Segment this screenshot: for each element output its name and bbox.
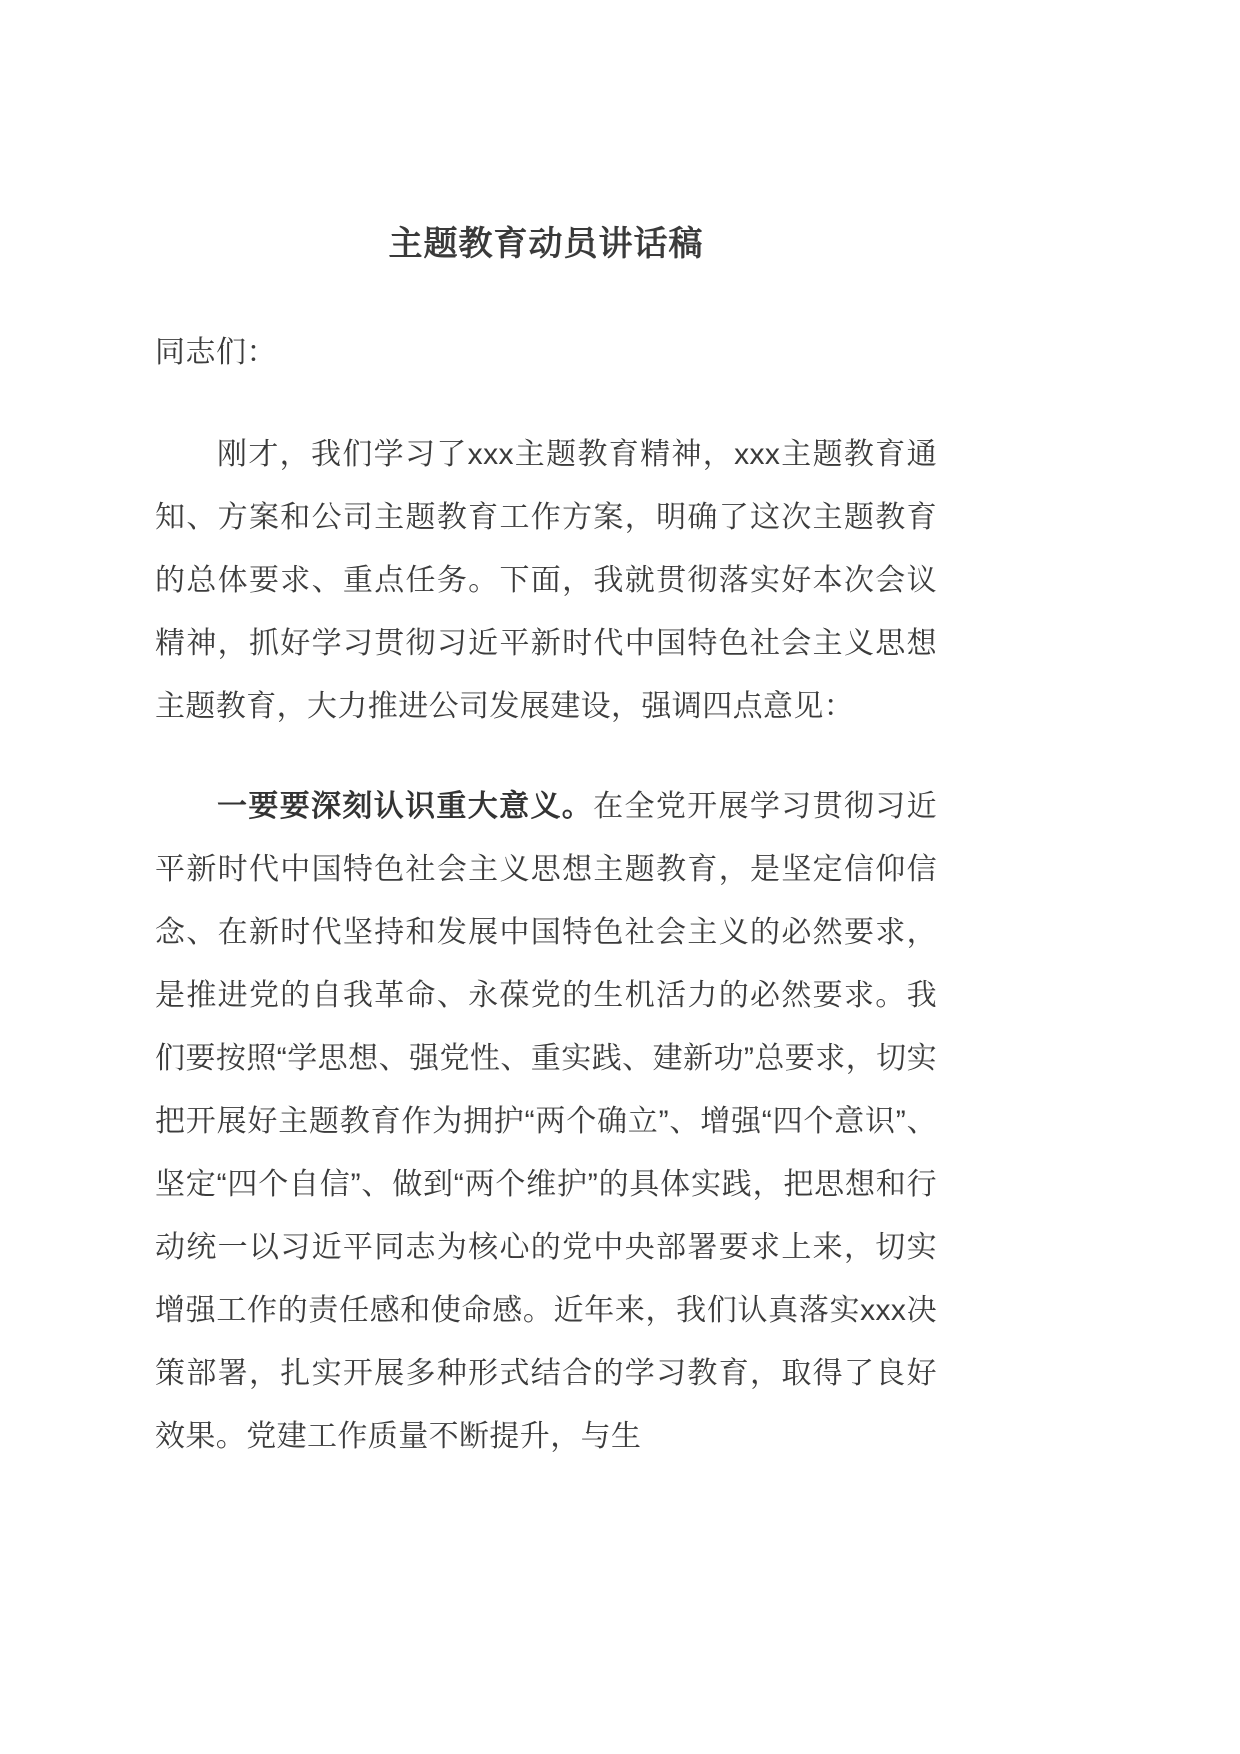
- paragraph-body-text: 在全党开展学习贯彻习近平新时代中国特色社会主义思想主题教育，是坚定信仰信念、在新时代坚持和发展中国特色社会主义的必然要求，是推进党的自我革命、永葆党的生机活力的必然要求。我们要按照“学思想、强党性、重实践、建新功”总要求，切实把开展好主题教育作为拥护“两个确立”、增强“四个意识”、坚定“四个自信”、做到“两个维护”的具体实践，把思想和行动统一以习近平同志为核心的党中央部署要求上来，切实增强工作的责任感和使命感。近年来，我们认真落实xxx决策部署，扎实开展多种形式结合的学习教育，取得了良好效果。党建工作质量不断提升，与生: [155, 789, 937, 1453]
- paragraph-opening: 刚才，我们学习了xxx主题教育精神，xxx主题教育通知、方案和公司主题教育工作方案，明确了这次主题教育的总体要求、重点任务。下面，我就贯彻落实好本次会议精神，抓好学习贯彻习近平新时代中国特色社会主义思想主题教育，大力推进公司发展建设，强调四点意见：: [155, 437, 937, 723]
- paragraph-point-one: [155, 738, 937, 1468]
- document-body: [155, 0, 937, 1468]
- paragraph-bold-lead: 一要要深刻认识重大意义。: [217, 789, 594, 823]
- page-title: 主题教育动员讲话稿: [388, 225, 704, 263]
- salutation-line: 同志们：: [155, 335, 277, 369]
